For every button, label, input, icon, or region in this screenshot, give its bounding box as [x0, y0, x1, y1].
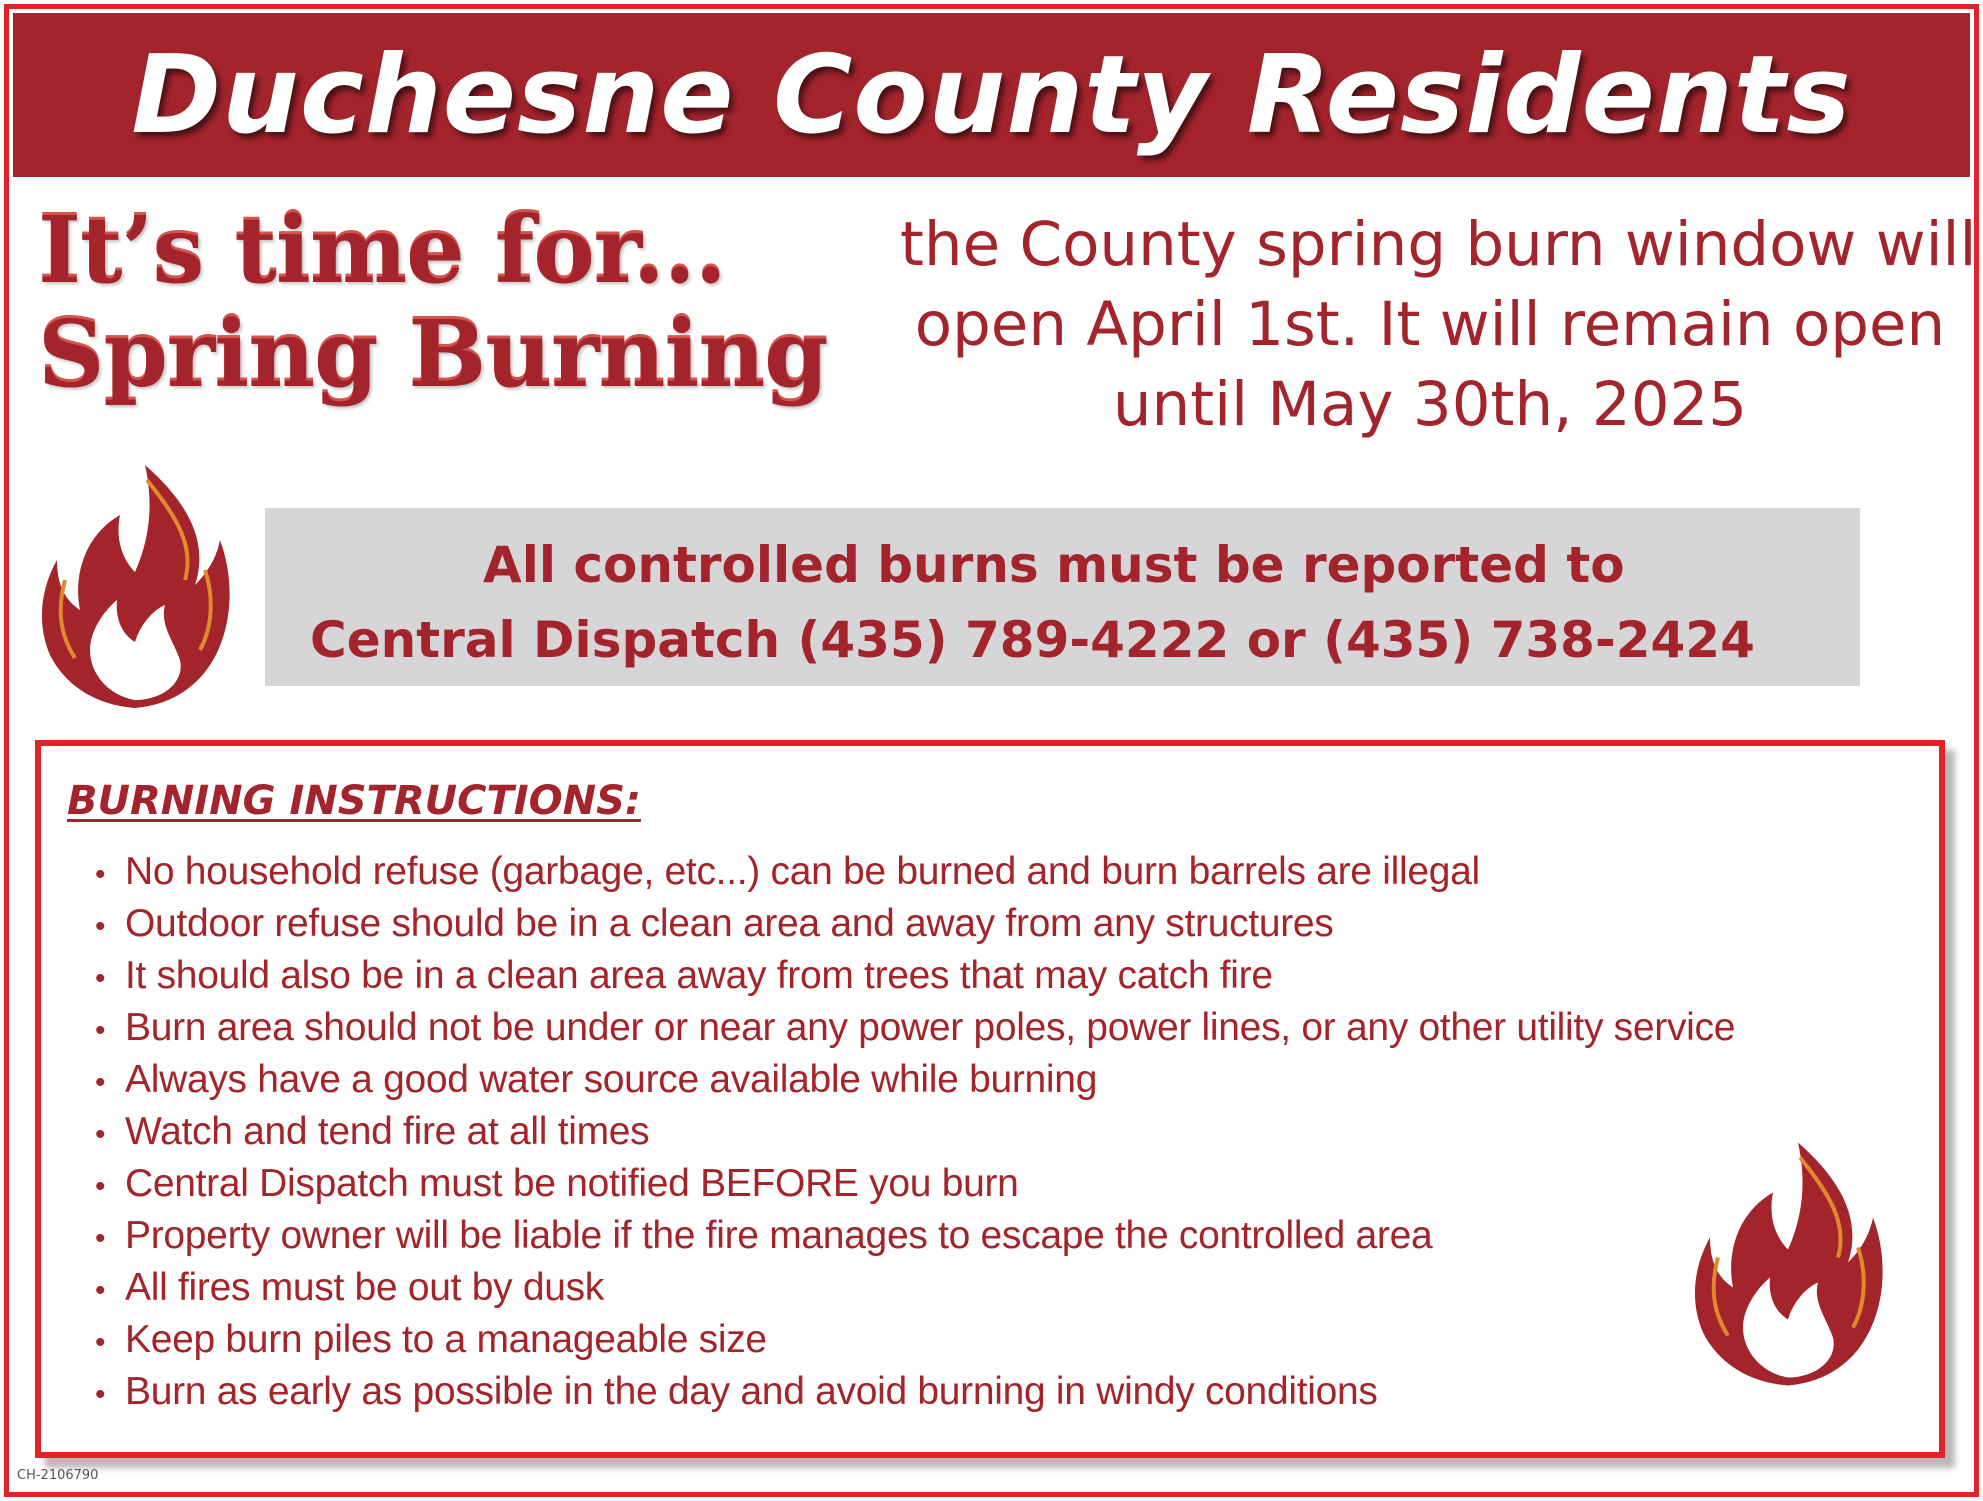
list-item	[95, 1002, 1735, 1054]
instructions-panel	[35, 740, 1945, 1458]
instruction-text: Keep burn piles to a manageable size	[125, 1318, 767, 1361]
bullet-icon: •	[95, 1222, 106, 1255]
report-panel	[265, 508, 1860, 686]
bullet-icon: •	[95, 962, 106, 995]
dispatch-phone-numbers: Central Dispatch (435) 789-4222 or (435) 738-2424	[310, 611, 1755, 669]
bullet-icon: •	[95, 1274, 106, 1307]
list-item	[95, 1262, 1735, 1314]
announcement-line-3: until May 30th, 2025	[1112, 369, 1748, 440]
promo-line-2: Spring Burning	[38, 300, 828, 408]
instruction-text: Burn as early as possible in the day and avoid burning in windy conditions	[125, 1370, 1378, 1413]
bullet-icon: •	[95, 1378, 106, 1411]
flame-icon	[35, 460, 235, 710]
bullet-icon: •	[95, 1118, 106, 1151]
bullet-icon: •	[95, 1326, 106, 1359]
instruction-text: No household refuse (garbage, etc...) can be burned and burn barrels are illegal	[125, 850, 1480, 893]
instruction-text: Burn area should not be under or near any power poles, power lines, or any other utility service	[125, 1006, 1736, 1049]
promo-line-1: It’s time for...	[38, 196, 726, 304]
instruction-text: Outdoor refuse should be in a clean area and away from any structures	[125, 902, 1334, 945]
spring-burning-promo	[38, 196, 828, 448]
list-item	[95, 950, 1735, 1002]
flame-icon	[1688, 1135, 1888, 1390]
instruction-text: All fires must be out by dusk	[125, 1266, 605, 1309]
ad-code: CH-2106790	[17, 1468, 99, 1483]
bullet-icon: •	[95, 910, 106, 943]
instructions-title: BURNING INSTRUCTIONS:	[67, 778, 641, 824]
bullet-icon: •	[95, 1066, 106, 1099]
instruction-text: It should also be in a clean area away from trees that may catch fire	[125, 954, 1273, 997]
page-title: Duchesne County Residents	[131, 32, 1852, 158]
burn-window-announcement	[900, 205, 1977, 445]
list-item	[95, 1054, 1735, 1106]
instructions-list	[95, 846, 1735, 1418]
announcement-line-2: open April 1st. It will remain open	[914, 289, 1946, 360]
list-item	[95, 1210, 1735, 1262]
instruction-text: Central Dispatch must be notified BEFORE you burn	[125, 1162, 1019, 1205]
instruction-text: Always have a good water source available while burning	[125, 1058, 1098, 1101]
report-line-1: All controlled burns must be reported to	[483, 536, 1625, 594]
header-banner	[13, 13, 1970, 177]
list-item	[95, 1158, 1735, 1210]
list-item	[95, 846, 1735, 898]
list-item	[95, 898, 1735, 950]
list-item	[95, 1106, 1735, 1158]
list-item	[95, 1314, 1735, 1366]
announcement-line-1: the County spring burn window will	[900, 209, 1977, 280]
bullet-icon: •	[95, 1014, 106, 1047]
bullet-icon: •	[95, 1170, 106, 1203]
list-item	[95, 1366, 1735, 1418]
bullet-icon: •	[95, 858, 106, 891]
instruction-text: Watch and tend fire at all times	[125, 1110, 650, 1153]
instruction-text: Property owner will be liable if the fire manages to escape the controlled area	[125, 1214, 1433, 1257]
